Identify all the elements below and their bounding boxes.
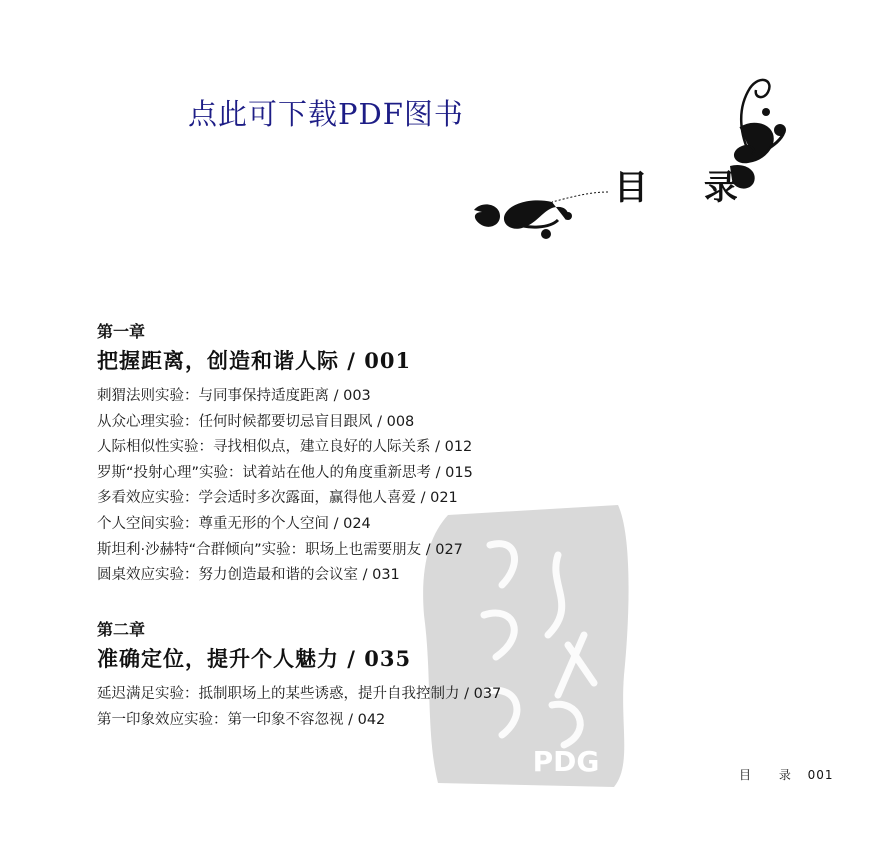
toc-entry[interactable]: 罗斯“投射心理”实验：试着站在他人的角度重新思考 / 015 bbox=[97, 464, 473, 481]
page-footer bbox=[739, 766, 834, 783]
toc-entry[interactable]: 从众心理实验：任何时候都要切忌盲目跟风 / 008 bbox=[97, 413, 415, 430]
toc-entry[interactable]: 多看效应实验：学会适时多次露面，赢得他人喜爱 / 021 bbox=[97, 490, 458, 507]
toc-entry[interactable]: 刺猬法则实验：与同事保持适度距离 / 003 bbox=[97, 388, 371, 404]
table-of-contents-title: 目 录 bbox=[614, 168, 760, 208]
chapter-2-heading bbox=[97, 617, 411, 673]
toc-entry[interactable]: 人际相似性实验：寻找相似点，建立良好的人际关系 / 012 bbox=[97, 439, 473, 456]
footer-label: 目 录 bbox=[739, 768, 803, 782]
toc-entry[interactable]: 延迟满足实验：抵制职场上的某些诱惑，提升自我控制力 / 037 bbox=[97, 686, 502, 702]
chapter-number: 第二章 bbox=[97, 620, 146, 639]
chapter-1-entries bbox=[97, 384, 473, 589]
download-pdf-link[interactable]: 点此可下载PDF图书 bbox=[188, 97, 464, 131]
chapter-title[interactable]: 准确定位，提升个人魅力 / 035 bbox=[97, 646, 412, 671]
chapter-1-heading bbox=[97, 319, 411, 375]
page-number: 001 bbox=[807, 768, 834, 782]
toc-entry[interactable]: 第一印象效应实验：第一印象不容忽视 / 042 bbox=[97, 711, 386, 728]
toc-entry[interactable]: 斯坦利·沙赫特“合群倾向”实验：职场上也需要朋友 / 027 bbox=[97, 541, 463, 558]
chapter-2-entries bbox=[97, 682, 501, 733]
floral-flourish-icon bbox=[468, 70, 798, 240]
chapter-title[interactable]: 把握距离，创造和谐人际 / 001 bbox=[97, 348, 412, 373]
chapter-number: 第一章 bbox=[97, 322, 146, 341]
watermark-text: PDG bbox=[532, 745, 600, 778]
toc-entry[interactable]: 圆桌效应实验：努力创造最和谐的会议室 / 031 bbox=[97, 567, 400, 584]
toc-entry[interactable]: 个人空间实验：尊重无形的个人空间 / 024 bbox=[97, 515, 371, 532]
